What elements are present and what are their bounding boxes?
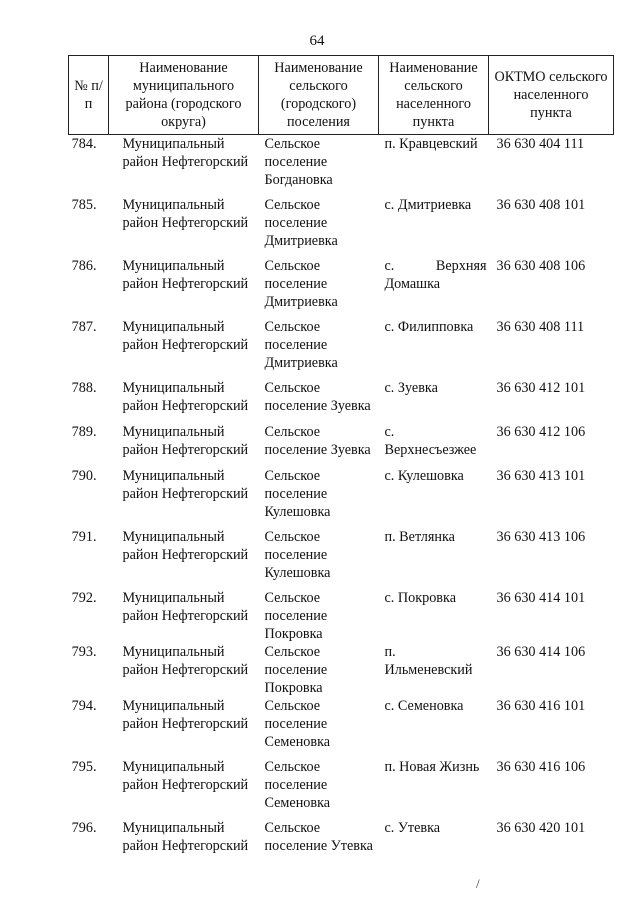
page-number: 64 (309, 33, 325, 49)
header-num: № п/п (69, 56, 109, 135)
settlement-name: Сельское поселение Семеновка (264, 697, 331, 750)
locality-name: с. Покровка (384, 589, 456, 606)
locality-name: с. Верхнесъезжее (384, 423, 477, 458)
settlement-name: Сельское поселение Дмитриевка (264, 257, 338, 310)
oktmo-code: 36 630 416 106 (496, 758, 586, 775)
row-number: 794. (71, 697, 97, 714)
district-name: Муниципальный район Нефтегорский (122, 643, 249, 678)
settlement-name: Сельское поселение Богдановка (264, 136, 333, 188)
row-number: 789. (71, 423, 97, 440)
settlement-name: Сельское поселение Зуевка (264, 379, 371, 414)
settlement-name: Сельское поселение Семеновка (264, 758, 331, 811)
table-row (69, 697, 614, 758)
locality-name: п. Ветлянка (384, 528, 455, 545)
oktmo-code: 36 630 412 101 (496, 379, 586, 396)
table-row (69, 467, 614, 528)
row-number: 790. (71, 467, 97, 484)
oktmo-code: 36 630 414 101 (496, 589, 586, 606)
table-row (69, 196, 614, 257)
table-row (69, 819, 614, 863)
oktmo-code: 36 630 413 101 (496, 467, 586, 484)
district-name: Муниципальный район Нефтегорский (122, 136, 249, 170)
row-number: 793. (71, 643, 97, 660)
oktmo-code: 36 630 408 106 (496, 257, 586, 274)
row-number: 787. (71, 318, 97, 335)
table-row (69, 758, 614, 819)
settlement-name: Сельское поселение Утевка (264, 819, 373, 854)
table-header (69, 56, 614, 135)
settlement-name: Сельское поселение Зуевка (264, 423, 371, 458)
row-number: 784. (71, 136, 97, 152)
district-name: Муниципальный район Нефтегорский (122, 819, 249, 854)
district-name: Муниципальный район Нефтегорский (122, 318, 249, 353)
table-body (69, 135, 614, 863)
row-number: 791. (71, 528, 97, 545)
district-name: Муниципальный район Нефтегорский (122, 589, 249, 624)
locality-name: с. Верхняя Домашка (384, 257, 487, 292)
oktmo-code: 36 630 413 106 (496, 528, 586, 545)
table-row (69, 528, 614, 589)
district-name: Муниципальный район Нефтегорский (122, 257, 249, 292)
header-locality: Наименование сельского населенного пункта (379, 56, 489, 135)
locality-name: с. Утевка (384, 819, 441, 836)
locality-name: с. Кулешовка (384, 467, 464, 484)
settlement-name: Сельское поселение Покровка (264, 589, 328, 642)
locality-name: с. Семеновка (384, 697, 464, 714)
settlement-name: Сельское поселение Кулешовка (264, 467, 331, 520)
settlement-name: Сельское поселение Дмитриевка (264, 196, 338, 249)
settlement-name: Сельское поселение Дмитриевка (264, 318, 338, 371)
oktmo-code: 36 630 414 106 (496, 643, 586, 660)
table-row (69, 589, 614, 643)
table-row (69, 423, 614, 467)
settlement-name: Сельское поселение Кулешовка (264, 528, 331, 581)
table-row (69, 257, 614, 318)
table-row (69, 379, 614, 423)
header-settlement: Наименование сельского (городского) поселения (259, 56, 379, 135)
footer-mark: / (476, 876, 480, 891)
row-number: 796. (71, 819, 97, 836)
district-name: Муниципальный район Нефтегорский (122, 758, 249, 793)
district-name: Муниципальный район Нефтегорский (122, 697, 249, 732)
locality-name: с. Зуевка (384, 379, 438, 396)
header-district: Наименование муниципального района (городского округа) (109, 56, 259, 135)
row-number: 786. (71, 257, 97, 274)
settlements-table (68, 55, 614, 863)
district-name: Муниципальный район Нефтегорский (122, 423, 249, 458)
district-name: Муниципальный район Нефтегорский (122, 379, 249, 414)
district-name: Муниципальный район Нефтегорский (122, 196, 249, 231)
locality-name: п. Кравцевский (384, 136, 478, 152)
oktmo-code: 36 630 408 111 (496, 318, 585, 335)
oktmo-code: 36 630 420 101 (496, 819, 586, 836)
locality-name: с. Дмитриевка (384, 196, 472, 213)
district-name: Муниципальный район Нефтегорский (122, 467, 249, 502)
table-row (69, 643, 614, 697)
oktmo-code: 36 630 404 111 (496, 136, 585, 152)
header-oktmo: ОКТМО сельского населенного пункта (489, 56, 614, 135)
locality-name: с. Филипповка (384, 318, 474, 335)
oktmo-code: 36 630 408 101 (496, 196, 586, 213)
row-number: 788. (71, 379, 97, 396)
district-name: Муниципальный район Нефтегорский (122, 528, 249, 563)
oktmo-code: 36 630 412 106 (496, 423, 586, 440)
row-number: 785. (71, 196, 97, 213)
table-row (69, 135, 614, 196)
table-row (69, 318, 614, 379)
locality-name: п. Ильменевский (384, 643, 473, 678)
settlement-name: Сельское поселение Покровка (264, 643, 328, 696)
oktmo-code: 36 630 416 101 (496, 697, 586, 714)
row-number: 795. (71, 758, 97, 775)
locality-name: п. Новая Жизнь (384, 758, 480, 775)
row-number: 792. (71, 589, 97, 606)
